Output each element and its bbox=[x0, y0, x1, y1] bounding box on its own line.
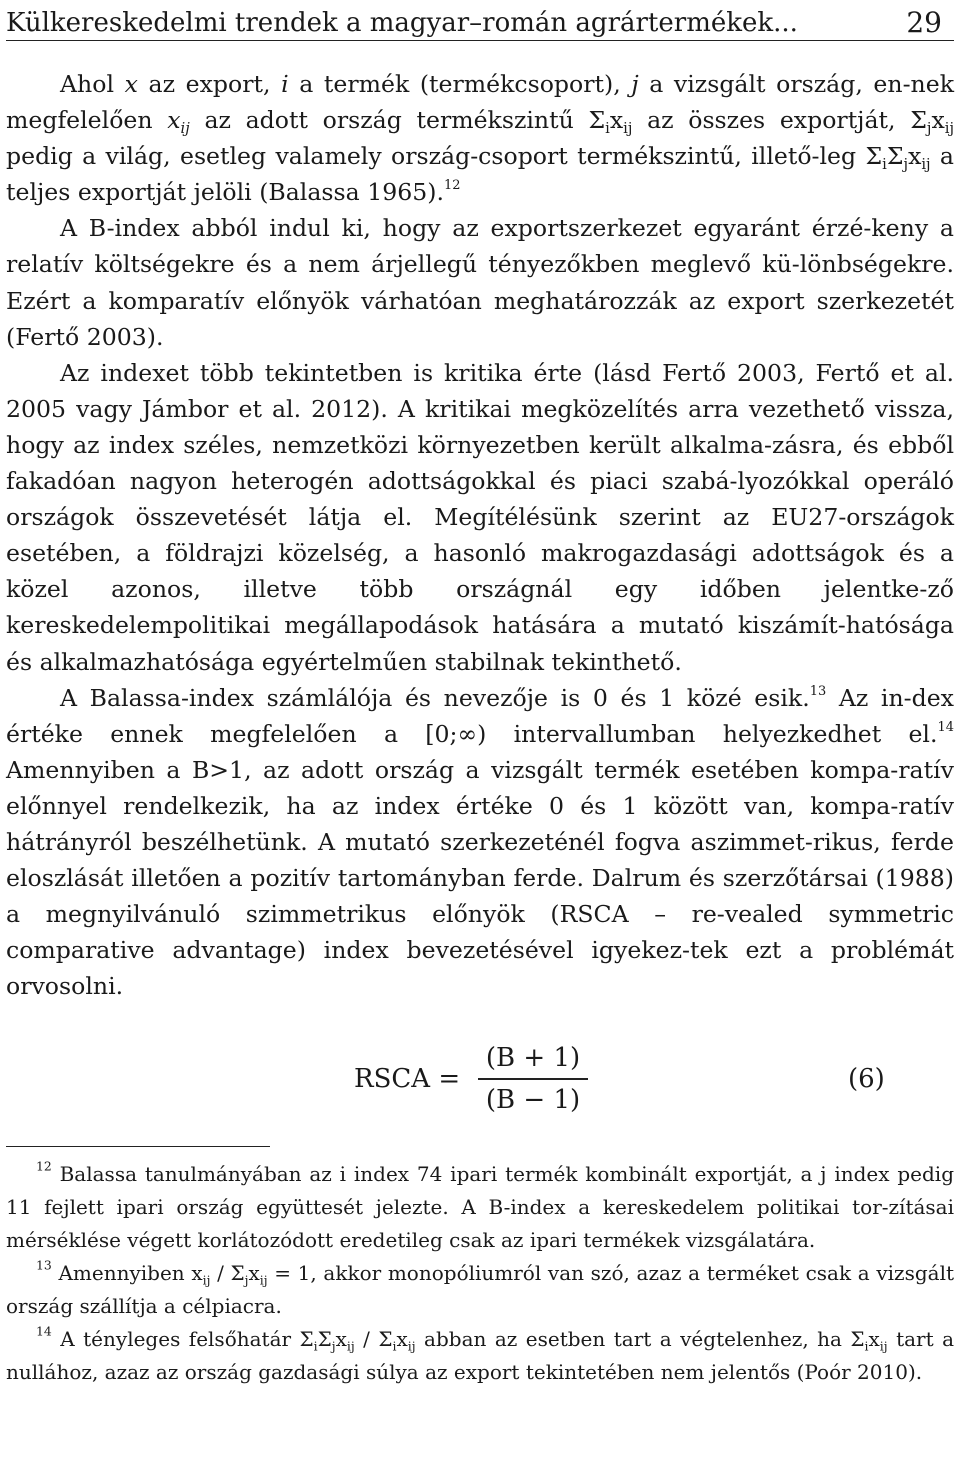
subscript: ij bbox=[921, 156, 931, 174]
footnote-13 bbox=[6, 1257, 954, 1323]
running-header bbox=[6, 6, 954, 41]
text-run: x bbox=[931, 106, 945, 135]
footnote-ref-13[interactable]: 13 bbox=[809, 683, 827, 699]
footnote-mark: 12 bbox=[36, 1158, 52, 1174]
text-run: x bbox=[248, 1261, 260, 1285]
subscript: i bbox=[392, 1338, 397, 1354]
footnote-ref-12[interactable]: 12 bbox=[443, 178, 461, 194]
paragraph-3: Az indexet több tekintetben is kritika érte (lásd Fertő 2003, Fertő et al. 2005 vagy Jámbor et al. 2012). A kritikai megközelítés arra vezethető vissza, hogy az index széles, nemzetközi környezetben került alkalma-zásra, és ebből fakadóan nagyon heterogén adottságokkal és piaci szabá-lyozókkal operáló országok összevetését látja el. Megítélésünk szerint az EU27-országok esetében, a földrajzi közelség, a hasonló makrogazdasági adottságok és a közel azonos, illetve több országnál egy időben jelentke-ző kereskedelempolitikai megállapodások hatására a mutató kiszámít-hatósága és alkalmazhatósága egyértelműen stabilnak tekinthető. bbox=[6, 358, 954, 676]
text-run: / Σ bbox=[210, 1261, 245, 1285]
paragraph-1 bbox=[6, 66, 954, 210]
subscript: j bbox=[331, 1338, 336, 1354]
footnote-mark: 13 bbox=[36, 1257, 52, 1273]
text-run: x bbox=[335, 1327, 347, 1351]
subscript: ij bbox=[879, 1338, 888, 1354]
fraction-bar bbox=[478, 1078, 588, 1080]
subscript: i bbox=[882, 156, 887, 174]
subscript: ij bbox=[259, 1272, 268, 1288]
text-run: a termék (termékcsoport), bbox=[288, 70, 632, 98]
text-run: Ahol bbox=[60, 70, 125, 98]
text-run: a teljes exportját jelöli (Balassa 1965). bbox=[6, 142, 954, 207]
text-run: x bbox=[868, 1327, 880, 1351]
footnote-separator bbox=[6, 1146, 270, 1147]
subscript: i bbox=[864, 1338, 869, 1354]
text-run: abban az esetben tart a végtelenhez, ha Σ bbox=[415, 1327, 865, 1351]
subscript: j bbox=[244, 1272, 249, 1288]
paragraph-4 bbox=[6, 680, 954, 1005]
subscript: j bbox=[926, 120, 932, 138]
text-run: a vizsgált ország, en-nek megfelelően bbox=[6, 70, 955, 135]
text-run: x bbox=[609, 106, 624, 135]
text-run: Az in-dex értéke ennek megfelelően a [0;∞) intervallumban helyezkedhet el. bbox=[6, 683, 954, 748]
variable: x bbox=[167, 106, 181, 135]
text-run: A Balassa-index számlálója és nevezője is 0 és 1 közé esik. bbox=[60, 683, 810, 712]
body-text bbox=[6, 66, 954, 1004]
equation-lhs: RSCA = bbox=[354, 1064, 461, 1094]
text-run: / Σ bbox=[354, 1327, 393, 1351]
equation-number: (6) bbox=[848, 1064, 885, 1094]
subscript: i bbox=[313, 1338, 318, 1354]
text-run: Σ bbox=[886, 142, 904, 171]
text-run: tart a nullához, azaz az ország gazdasági súlya az export tekintetében nem jelentős (Poór 2010). bbox=[6, 1327, 955, 1384]
subscript: ij bbox=[202, 1272, 211, 1288]
subscript: ij bbox=[180, 120, 190, 138]
footnotes bbox=[6, 1158, 954, 1389]
footnote-12 bbox=[6, 1158, 954, 1257]
text-run: az összes exportját, Σ bbox=[632, 106, 927, 135]
equation-denominator: (B − 1) bbox=[485, 1085, 581, 1115]
subscript: j bbox=[903, 156, 909, 174]
text-run: x bbox=[908, 142, 922, 171]
text-run: az export, bbox=[137, 70, 282, 98]
page-number: 29 bbox=[906, 6, 942, 39]
text-run: Amennyiben x bbox=[51, 1261, 203, 1285]
footnote-text: Balassa tanulmányában az i index 74 ipari termék kombinált exportját, a j index pedig 11 fejlett ipari ország együttesét jelezte. A B-index a kereskedelem politikai tor-zításai mérséklése végett korlátozódott eredetileg csak az ipari termékek vizsgálatára. bbox=[6, 1162, 954, 1252]
text-run: pedig a világ, esetleg valamely ország-csoport termékszintű, illető-leg Σ bbox=[6, 142, 883, 171]
text-run: az adott ország termékszintű Σ bbox=[189, 106, 606, 135]
variable: j bbox=[631, 70, 639, 98]
equation-fraction bbox=[478, 1040, 588, 1118]
paragraph-2: A B-index abból indul ki, hogy az exportszerkezet egyaránt érzé-keny a relatív költségekre és a nem árjellegű tényezőkben meglevő kü-lönbségekre. Ezért a komparatív előnyök várhatóan meghatározzák az export szerkezetét (Fertő 2003). bbox=[6, 214, 954, 351]
footnote-14 bbox=[6, 1323, 954, 1389]
subscript: i bbox=[605, 120, 610, 138]
footnote-mark: 14 bbox=[36, 1323, 52, 1339]
running-title: Külkereskedelmi trendek a magyar–román agrártermékek... bbox=[6, 8, 798, 38]
text-run: = 1, akkor monopóliumról van szó, azaz a terméket csak a vizsgált ország szállítja a célpiacra. bbox=[6, 1261, 955, 1318]
variable: i bbox=[281, 70, 289, 98]
subscript: ij bbox=[623, 120, 633, 138]
variable: x bbox=[124, 70, 138, 98]
text-run: A tényleges felsőhatár Σ bbox=[51, 1327, 314, 1351]
text-run: x bbox=[396, 1327, 408, 1351]
subscript: ij bbox=[944, 120, 954, 138]
text-run: Amennyiben a B>1, az adott ország a vizsgált termék esetében kompa-ratív előnnyel rendelkezik, ha az index értéke 0 és 1 között van, kompa-ratív hátrányról beszélhetünk. A mutató szerkezeténél fogva aszimmet-rikus, ferde eloszlását illetően a pozitív tartományban ferde. Dalrum és szerzőtársai (1988) a megnyilvánuló szimmetrikus előnyök (RSCA – re-vealed symmetric comparative advantage) index bevezetésével igyekez-tek ezt a problémát orvosolni. bbox=[6, 755, 954, 1001]
subscript: ij bbox=[407, 1338, 416, 1354]
text-run: Σ bbox=[317, 1327, 332, 1351]
equation-rsca bbox=[0, 1040, 948, 1120]
footnote-ref-14[interactable]: 14 bbox=[937, 719, 954, 735]
equation-numerator: (B + 1) bbox=[485, 1043, 581, 1073]
subscript: ij bbox=[346, 1338, 355, 1354]
